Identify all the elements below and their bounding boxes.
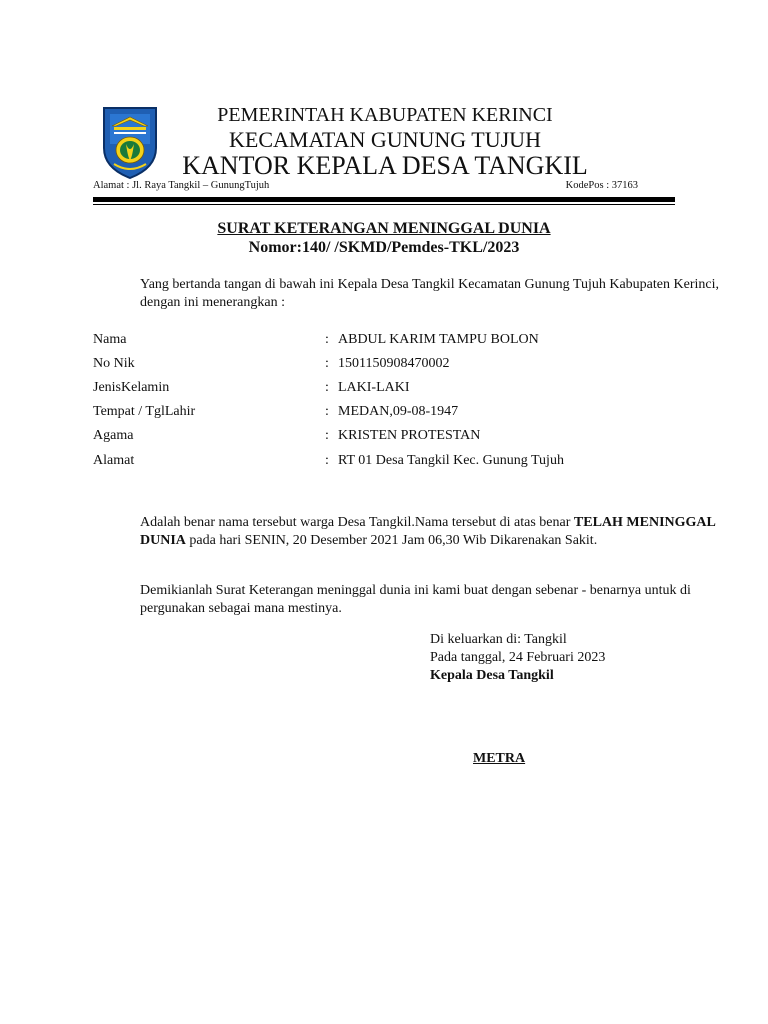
field-value: KRISTEN PROTESTAN <box>338 428 481 443</box>
letterhead-office: KANTOR KEPALA DESA TANGKIL <box>182 151 588 180</box>
statement-paragraph <box>93 514 730 550</box>
intro-text: Yang bertanda tangan di bawah ini Kepala Desa Tangkil Kecamatan Gunung Tujuh Kabupaten Kerinci, dengan ini menerangkan : <box>140 277 719 310</box>
letterhead-district: KECAMATAN GUNUNG TUJUH <box>229 127 541 152</box>
field-label: Nama <box>93 332 127 347</box>
statement-text-start: Adalah benar nama tersebut warga Desa Tangkil.Nama tersebut di atas benar <box>140 515 574 530</box>
letterhead-divider-thin <box>93 204 675 205</box>
field-value: ABDUL KARIM TAMPU BOLON <box>338 332 539 347</box>
field-colon: : <box>325 332 329 347</box>
letterhead-address: Alamat : Jl. Raya Tangkil – GunungTujuh <box>93 180 270 191</box>
field-value: RT 01 Desa Tangkil Kec. Gunung Tujuh <box>338 453 564 468</box>
closing-text: Demikianlah Surat Keterangan meninggal dunia ini kami buat dengan sebenar - benarnya untuk di pergunakan sebagai mana mestinya. <box>140 583 691 616</box>
intro-paragraph <box>93 276 730 312</box>
field-colon: : <box>325 428 329 443</box>
field-colon: : <box>325 404 329 419</box>
field-colon: : <box>325 356 329 371</box>
kerinci-regency-emblem-logo <box>100 104 160 180</box>
letterhead-divider-thick <box>93 197 675 202</box>
field-value: LAKI-LAKI <box>338 380 410 395</box>
field-label: JenisKelamin <box>93 380 170 395</box>
statement-highlight: TELAH MENINGGAL DUNIA <box>140 515 716 548</box>
field-colon: : <box>325 453 329 468</box>
field-value: MEDAN,09-08-1947 <box>338 404 459 419</box>
field-label: No Nik <box>93 356 135 371</box>
letterhead-postcode: KodePos : 37163 <box>565 180 638 191</box>
letterhead-government: PEMERINTAH KABUPATEN KERINCI <box>217 104 553 126</box>
field-colon: : <box>325 380 329 395</box>
issued-place: Di keluarkan di: Tangkil <box>430 632 567 647</box>
field-label: Alamat <box>93 453 135 468</box>
signer-position: Kepala Desa Tangkil <box>430 668 554 683</box>
field-label: Tempat / TglLahir <box>93 404 196 419</box>
statement-text-end: pada hari SENIN, 20 Desember 2021 Jam 06,30 Wib Dikarenakan Sakit. <box>185 533 598 548</box>
letter-title: SURAT KETERANGAN MENINGGAL DUNIA <box>217 220 551 237</box>
letter-number: Nomor:140/ /SKMD/Pemdes-TKL/2023 <box>248 239 520 256</box>
closing-paragraph <box>93 582 730 618</box>
field-label: Agama <box>93 428 134 443</box>
field-value: 1501150908470002 <box>338 356 450 371</box>
issued-date: Pada tanggal, 24 Februari 2023 <box>430 650 606 665</box>
signer-name: METRA <box>473 751 526 766</box>
